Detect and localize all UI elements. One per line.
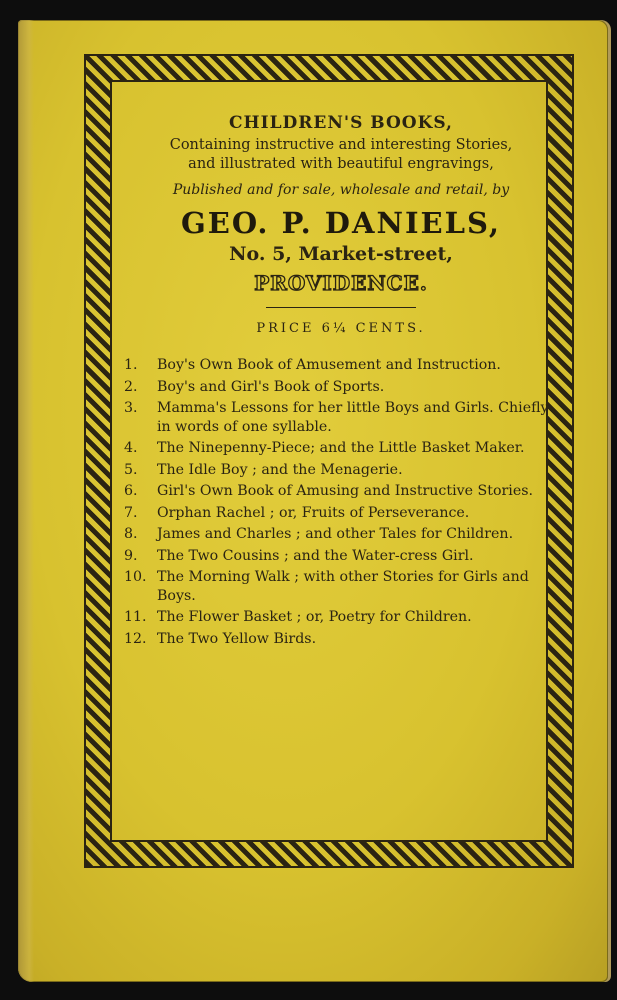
heading-line-3: Published and for sale, wholesale and retail, by (172, 182, 510, 198)
heading-title: CHILDREN'S BOOKS, (229, 113, 453, 133)
list-item: 8. James and Charles ; and other Tales for Children. (124, 526, 514, 542)
publisher-city: PROVIDENCE. (254, 271, 428, 295)
heading-line-1: Containing instructive and interesting Stories, (169, 137, 513, 153)
price-line: PRICE 6¼ CENTS. (256, 321, 426, 336)
heading-line-2: and illustrated with beautiful engravings, (188, 156, 494, 172)
publisher-address: No. 5, Market-street, (229, 243, 453, 265)
list-item: 1. Boy's Own Book of Amusement and Instruction. (124, 357, 501, 373)
cover-text (124, 110, 558, 651)
list-item: 3. Mamma's Lessons for her little Boys and Girls. Chiefly in words of one syllable. (124, 400, 549, 435)
list-item: 5. The Idle Boy ; and the Menagerie. (124, 461, 403, 478)
list-item: 4. The Ninepenny-Piece; and the Little Basket Maker. (124, 440, 525, 456)
list-item: 7. Orphan Rachel ; or, Fruits of Perseverance. (124, 504, 470, 521)
list-item: 2. Boy's and Girl's Book of Sports. (124, 378, 385, 395)
publisher-name: GEO. P. DANIELS, (180, 206, 502, 240)
list-item: 6. Girl's Own Book of Amusing and Instructive Stories. (124, 483, 534, 499)
list-item: 9. The Two Cousins ; and the Water-cress Girl. (124, 547, 474, 564)
divider-rule (266, 307, 416, 308)
list-item: 11. The Flower Basket ; or, Poetry for Children. (124, 609, 472, 625)
list-item: 10. The Morning Walk ; with other Stories for Girls and Boys. (124, 569, 529, 604)
list-item: 12. The Two Yellow Birds. (124, 630, 317, 647)
book-list (124, 356, 558, 648)
